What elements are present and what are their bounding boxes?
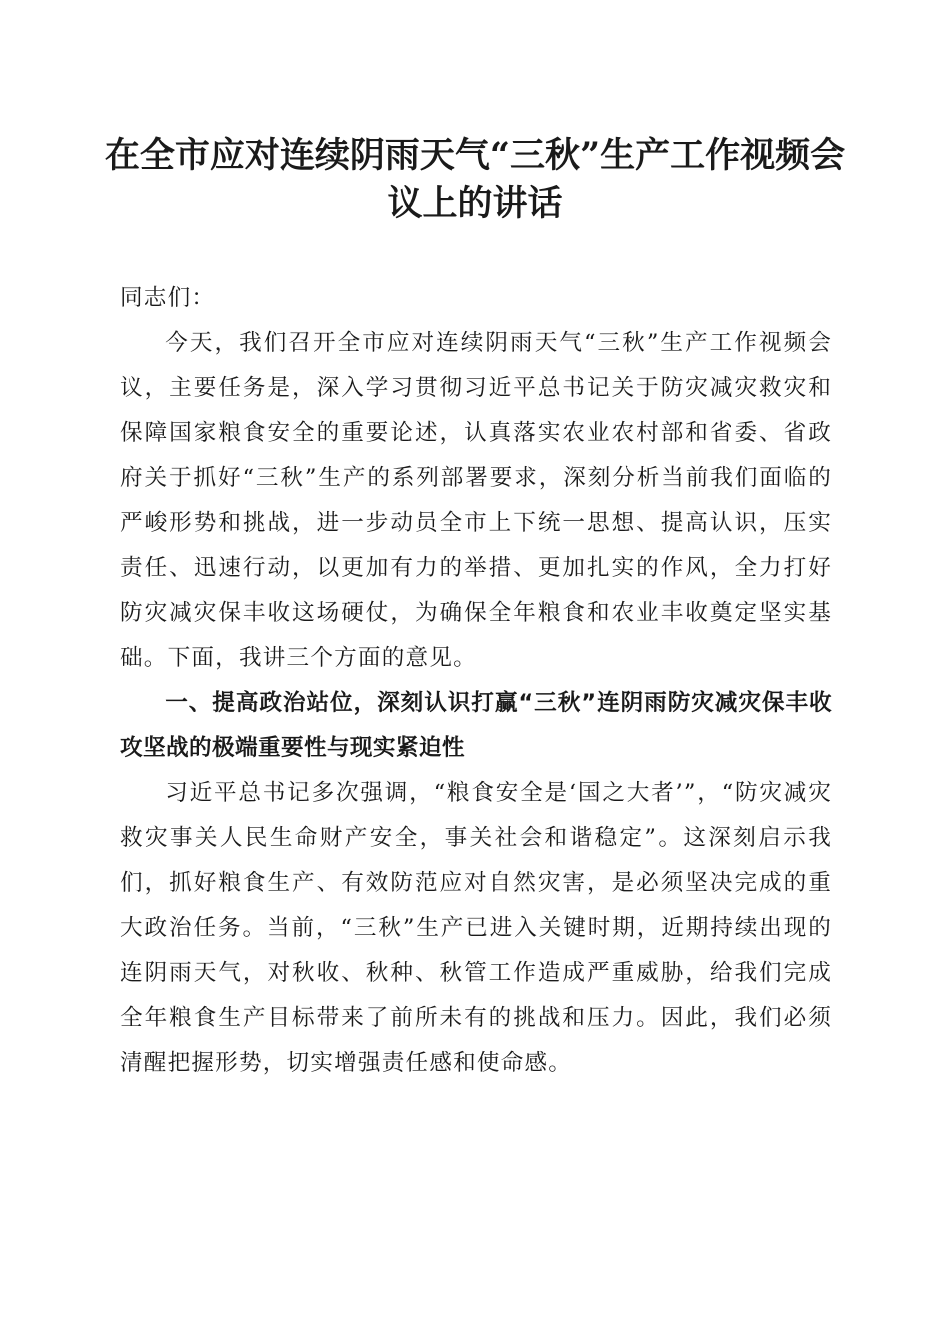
document-title: 在全市应对连续阴雨天气“三秋”生产工作视频会议上的讲话 [104, 135, 846, 224]
opening-paragraph: 今天，我们召开全市应对连续阴雨天气“三秋”生产工作视频会议，主要任务是，深入学习贯彻习近平总书记关于防灾减灾救灾和保障国家粮食安全的重要论述，认真落实农业农村部和省委、省政府关于抓好“三秋”生产的系列部署要求，深刻分析当前我们面临的严峻形势和挑战，进一步动员全市上下统一思想、提高认识，压实责任、迅速行动，以更加有力的举措、更加扎实的作风，全力打好防灾减灾保丰收这场硬仗，为确保全年粮食和农业丰收奠定坚实基础。下面，我讲三个方面的意见。 [120, 330, 832, 671]
document-body [120, 276, 832, 1086]
section-heading: 一、提高政治站位，深刻认识打赢“三秋”连阴雨防灾减灾保丰收攻坚战的极端重要性与现实紧迫性 [120, 690, 832, 761]
section-paragraph: 习近平总书记多次强调，“粮食安全是‘国之大者’”，“防灾减灾救灾事关人民生命财产安全，事关社会和谐稳定”。这深刻启示我们，抓好粮食生产、有效防范应对自然灾害，是必须坚决完成的重大政治任务。当前，“三秋”生产已进入关键时期，近期持续出现的连阴雨天气，对秋收、秋种、秋管工作造成严重威胁，给我们完成全年粮食生产目标带来了前所未有的挑战和压力。因此，我们必须清醒把握形势，切实增强责任感和使命感。 [120, 780, 832, 1076]
salutation: 同志们： [120, 285, 216, 311]
